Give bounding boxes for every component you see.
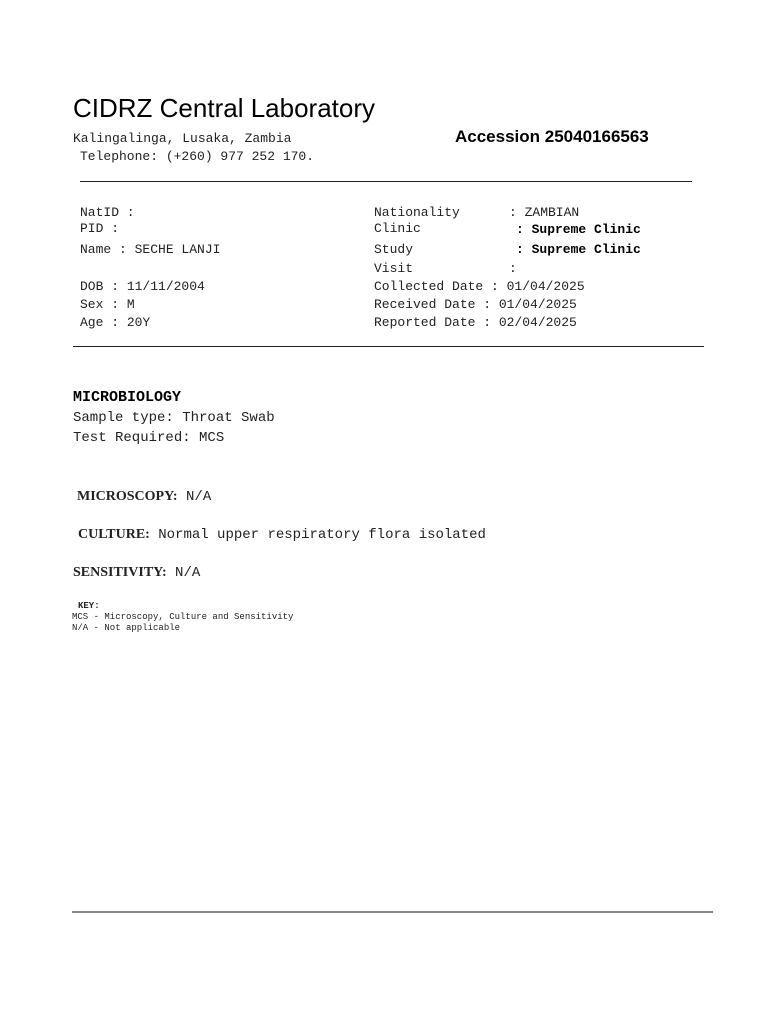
visit-label: Visit: [374, 261, 414, 276]
accession-number: Accession 25040166563: [455, 127, 649, 146]
name-row: [80, 242, 220, 257]
age-value: 20Y: [126, 315, 151, 330]
sensitivity-value: N/A: [166, 565, 201, 581]
reported-label: Reported Date :: [374, 315, 499, 330]
footer-divider: [72, 911, 713, 913]
collected-value: 01/04/2025: [506, 279, 585, 294]
microscopy-label: MICROSCOPY:: [77, 489, 178, 504]
natid-label: NatID :: [80, 205, 135, 220]
pid-label: PID :: [80, 221, 120, 236]
key-line-na: N/A - Not applicable: [72, 623, 181, 633]
dob-label: DOB :: [80, 279, 127, 294]
section-title: MICROBIOLOGY: [73, 389, 182, 406]
age-row: [80, 315, 150, 330]
key-line-mcs: MCS - Microscopy, Culture and Sensitivity: [72, 612, 294, 622]
visit-value: :: [509, 261, 517, 276]
age-label: Age :: [80, 315, 127, 330]
microscopy-row: [77, 489, 211, 505]
collected-label: Collected Date :: [374, 279, 507, 294]
lab-address: Kalingalinga, Lusaka, Zambia: [73, 131, 292, 146]
reported-value: 02/04/2025: [498, 315, 577, 330]
nationality-value: : ZAMBIAN: [509, 205, 580, 220]
sex-value: M: [126, 297, 135, 312]
name-value: SECHE LANJI: [134, 242, 221, 257]
header-divider: [80, 181, 692, 182]
key-title: KEY:: [78, 601, 100, 611]
collected-row: [374, 279, 585, 294]
sensitivity-row: [73, 565, 200, 581]
sex-row: [80, 297, 135, 312]
nationality-label: Nationality: [374, 205, 460, 220]
received-row: [374, 297, 577, 312]
lab-telephone: Telephone: (+260) 977 252 170.: [80, 149, 315, 164]
sex-label: Sex :: [80, 297, 127, 312]
microscopy-value: N/A: [177, 489, 212, 505]
sensitivity-label: SENSITIVITY:: [73, 565, 167, 580]
culture-label: CULTURE:: [78, 527, 150, 542]
received-value: 01/04/2025: [498, 297, 577, 312]
sample-type: Sample type: Throat Swab: [73, 410, 275, 426]
reported-row: [374, 315, 577, 330]
study-label: Study: [374, 242, 414, 257]
clinic-value: : Supreme Clinic: [516, 222, 641, 237]
culture-value: Normal upper respiratory flora isolated: [149, 527, 486, 543]
clinic-label: Clinic: [374, 221, 421, 236]
test-required: Test Required: MCS: [73, 430, 225, 446]
dob-row: [80, 279, 205, 294]
name-label: Name :: [80, 242, 135, 257]
culture-row: [78, 527, 486, 543]
patient-divider: [73, 346, 704, 347]
dob-value: 11/11/2004: [126, 279, 205, 294]
lab-name: CIDRZ Central Laboratory: [73, 93, 375, 123]
received-label: Received Date :: [374, 297, 499, 312]
study-value: : Supreme Clinic: [516, 242, 641, 257]
